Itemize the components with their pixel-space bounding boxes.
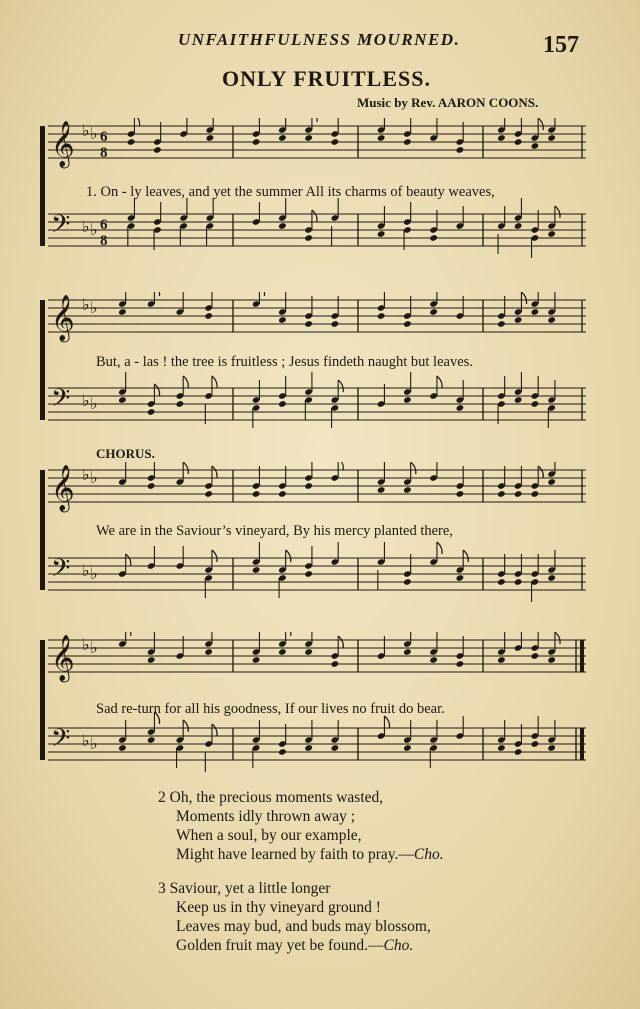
flat-icon: ♭	[82, 391, 90, 410]
note-head	[377, 134, 386, 142]
flat-icon: ♭	[82, 217, 90, 236]
verse-line: When a soul, by our example,	[176, 827, 362, 844]
note-head	[514, 396, 523, 404]
note-flag	[212, 550, 217, 562]
flat-icon: ♭	[82, 465, 90, 484]
flat-icon: ♭	[90, 638, 98, 657]
system-brace	[40, 300, 45, 420]
verse-line: Golden fruit may yet be found.—	[176, 937, 384, 954]
note-head	[547, 478, 556, 486]
note-flag	[259, 292, 264, 296]
flat-icon: ♭	[82, 635, 90, 654]
note-head	[531, 652, 540, 660]
note-flag	[538, 118, 543, 130]
note-head	[304, 570, 313, 578]
note-head	[147, 736, 156, 744]
chorus-label: CHORUS.	[96, 446, 155, 461]
bass-clef-icon: 𝄢	[51, 724, 71, 759]
note-head	[304, 648, 313, 656]
verse-line: Moments idly thrown away ;	[176, 808, 356, 825]
note-flag	[437, 376, 442, 388]
note-head	[497, 578, 506, 586]
note-head	[176, 400, 185, 408]
note-flag	[338, 636, 343, 648]
lyric-line-3: We are in the Saviour’s vineyard, By his mercy planted there,	[96, 523, 453, 539]
flat-icon: ♭	[90, 124, 98, 143]
system-brace	[40, 470, 45, 590]
verse-line: 2 Oh, the precious moments wasted,	[158, 789, 384, 806]
note-head	[204, 490, 213, 498]
note-flag	[555, 206, 560, 218]
running-head: UNFAITHFULNESS MOURNED.	[178, 30, 461, 49]
note-head	[514, 138, 523, 146]
flat-icon: ♭	[90, 468, 98, 487]
note-head	[304, 482, 313, 490]
note-head	[278, 222, 287, 230]
note-head	[252, 656, 261, 664]
note-head	[456, 146, 465, 154]
lyric-line-4: Sad re-turn for all his goodness, If our lives no fruit do bear.	[96, 701, 445, 717]
note-flag	[338, 462, 343, 470]
note-head	[456, 490, 465, 498]
treble-clef-icon: 𝄞	[51, 121, 75, 167]
flat-icon: ♭	[82, 121, 90, 140]
verse-line: 3 Saviour, yet a little longer	[158, 880, 331, 897]
note-head	[377, 486, 386, 494]
page-number: 157	[543, 32, 579, 58]
note-head	[403, 396, 412, 404]
note-head	[514, 222, 523, 230]
treble-clef-icon: 𝄞	[51, 635, 75, 681]
note-head	[252, 566, 261, 574]
note-head	[278, 134, 287, 142]
note-flag	[183, 462, 188, 474]
note-head	[118, 744, 127, 752]
hymn-title: ONLY FRUITLESS.	[222, 66, 431, 91]
treble-clef-icon: 𝄞	[51, 295, 75, 341]
note-head	[377, 230, 386, 238]
treble-clef-icon: 𝄞	[51, 465, 75, 511]
note-head	[278, 316, 287, 324]
note-head	[497, 744, 506, 752]
note-head	[147, 482, 156, 490]
system-brace	[40, 640, 45, 760]
note-head	[304, 744, 313, 752]
composer-credit: Music by Rev. AARON COONS.	[357, 95, 539, 110]
note-head	[403, 648, 412, 656]
note-head	[118, 396, 127, 404]
note-head	[278, 748, 287, 756]
additional-verses	[158, 788, 444, 970]
note-head	[331, 744, 340, 752]
note-head	[153, 146, 162, 154]
note-head	[204, 312, 213, 320]
system-brace	[40, 126, 45, 246]
note-flag	[312, 118, 317, 122]
note-flag	[154, 292, 159, 296]
chorus-refrain: Cho.	[383, 937, 414, 954]
note-head	[531, 400, 540, 408]
flat-icon: ♭	[90, 564, 98, 583]
note-head	[331, 138, 340, 146]
note-head	[403, 744, 412, 752]
note-flag	[126, 554, 131, 566]
bass-clef-icon: 𝄢	[51, 384, 71, 419]
note-head	[531, 142, 540, 150]
note-head	[514, 490, 523, 498]
time-signature: 8	[100, 145, 108, 161]
note-flag	[555, 632, 560, 644]
note-head	[429, 308, 438, 316]
note-flag	[212, 466, 217, 478]
note-head	[204, 648, 213, 656]
note-head	[547, 656, 556, 664]
note-head	[403, 138, 412, 146]
verse-2	[158, 788, 444, 864]
note-head	[429, 234, 438, 242]
chorus-refrain: Cho.	[413, 846, 444, 863]
flat-icon: ♭	[90, 394, 98, 413]
note-head	[497, 320, 506, 328]
note-flag	[521, 292, 526, 304]
note-flag	[183, 720, 188, 732]
note-head	[377, 312, 386, 320]
note-flag	[411, 462, 416, 474]
note-head	[497, 656, 506, 664]
note-head	[456, 660, 465, 668]
note-head	[514, 748, 523, 756]
note-head	[304, 134, 313, 142]
note-head	[514, 316, 523, 324]
note-head	[304, 234, 313, 242]
time-signature: 8	[100, 233, 108, 249]
note-flag	[286, 550, 291, 562]
note-head	[147, 408, 156, 416]
note-flag	[463, 550, 468, 562]
note-head	[531, 490, 540, 498]
note-head	[278, 490, 287, 498]
note-head	[331, 320, 340, 328]
note-head	[547, 134, 556, 142]
verse-3	[158, 879, 444, 955]
note-head	[278, 648, 287, 656]
note-head	[403, 578, 412, 586]
bass-clef-icon: 𝄢	[51, 554, 71, 589]
lyric-line-1: 1. On - ly leaves, and yet the summer All its charms of beauty weaves,	[86, 184, 495, 200]
note-head	[147, 656, 156, 664]
note-flag	[312, 210, 317, 222]
verse-line: Leaves may bud, and buds may blossom,	[176, 918, 431, 935]
flat-icon: ♭	[90, 298, 98, 317]
note-head	[547, 316, 556, 324]
note-head	[127, 138, 136, 146]
note-head	[497, 134, 506, 142]
note-head	[514, 578, 523, 586]
note-head	[403, 320, 412, 328]
note-head	[278, 400, 287, 408]
note-flag	[134, 118, 139, 126]
note-flag	[437, 542, 442, 554]
note-head	[456, 574, 465, 582]
note-head	[547, 574, 556, 582]
note-flag	[154, 384, 159, 396]
note-head	[331, 660, 340, 668]
note-head	[252, 490, 261, 498]
note-flag	[338, 380, 343, 392]
flat-icon: ♭	[82, 561, 90, 580]
note-head	[456, 404, 465, 412]
verse-line: Might have learned by faith to pray.—	[176, 846, 414, 863]
lyric-line-2: But, a - las ! the tree is fruitless ; Jesus findeth naught but leaves.	[96, 354, 473, 370]
note-flag	[126, 632, 131, 636]
note-flag	[286, 632, 291, 636]
note-head	[497, 490, 506, 498]
note-head	[252, 138, 261, 146]
flat-icon: ♭	[82, 295, 90, 314]
note-head	[531, 740, 540, 748]
verse-line: Keep us in thy vineyard ground !	[176, 899, 381, 916]
note-head	[206, 134, 215, 142]
bass-clef-icon: 𝄢	[51, 210, 71, 245]
note-flag	[183, 376, 188, 388]
time-signature: 6	[100, 129, 108, 145]
note-head	[429, 656, 438, 664]
flat-icon: ♭	[82, 731, 90, 750]
note-head	[547, 744, 556, 752]
flat-icon: ♭	[90, 734, 98, 753]
time-signature: 6	[100, 217, 108, 233]
note-head	[304, 320, 313, 328]
note-flag	[212, 376, 217, 388]
note-head	[403, 486, 412, 494]
note-head	[547, 230, 556, 238]
note-head	[118, 308, 127, 316]
note-flag	[538, 466, 543, 478]
note-head	[531, 308, 540, 316]
flat-icon: ♭	[90, 220, 98, 239]
note-flag	[212, 724, 217, 736]
